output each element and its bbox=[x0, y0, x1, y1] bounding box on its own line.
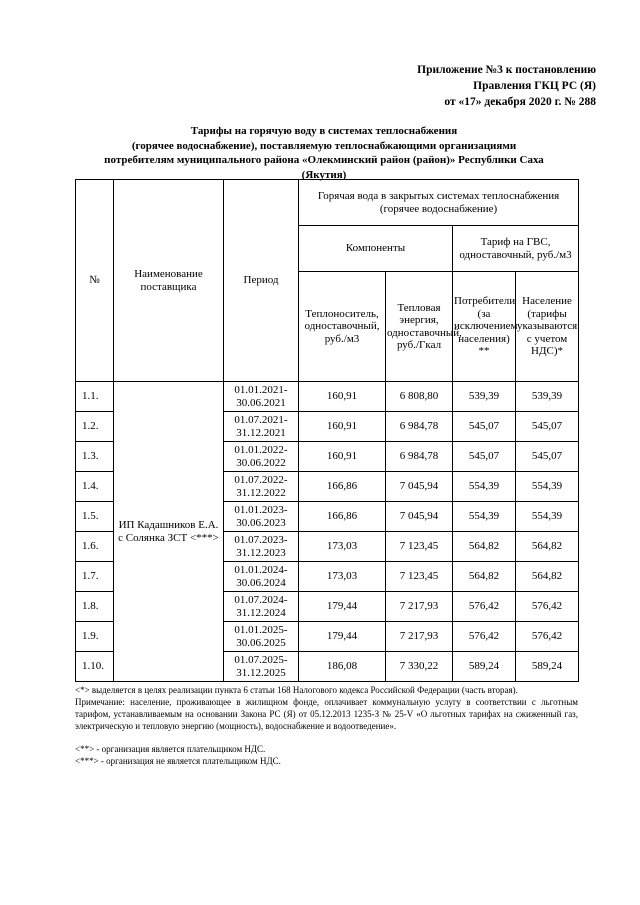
row-coolant: 186,08 bbox=[299, 652, 386, 682]
title-line-3: потребителям муниципального района «Олекминский район (район)» Республики Саха bbox=[104, 154, 544, 166]
row-consumers: 539,39 bbox=[453, 382, 516, 412]
header-number: № bbox=[76, 180, 114, 382]
row-heat: 7 045,94 bbox=[386, 472, 453, 502]
row-period: 01.01.2021-30.06.2021 bbox=[224, 382, 299, 412]
row-heat: 6 984,78 bbox=[386, 412, 453, 442]
row-number: 1.7. bbox=[76, 562, 114, 592]
row-coolant: 160,91 bbox=[299, 412, 386, 442]
row-number: 1.3. bbox=[76, 442, 114, 472]
row-heat: 7 217,93 bbox=[386, 622, 453, 652]
row-period: 01.07.2025-31.12.2025 bbox=[224, 652, 299, 682]
row-consumers: 564,82 bbox=[453, 532, 516, 562]
header-coolant: Теплоноситель, одноставочный, руб./м3 bbox=[299, 272, 386, 382]
row-number: 1.8. bbox=[76, 592, 114, 622]
header-heat-energy: Тепловая энергия, одноставочный, руб./Гкал bbox=[386, 272, 453, 382]
header-population: Население (тарифы указываются с учетом НДС)* bbox=[516, 272, 579, 382]
row-population: 576,42 bbox=[516, 592, 579, 622]
row-coolant: 173,03 bbox=[299, 562, 386, 592]
footnote-vat-allocation: <*> выделяется в целях реализации пункта 6 статьи 168 Налогового кодекса Российской Федерации (часть вторая). bbox=[75, 685, 518, 695]
row-coolant: 179,44 bbox=[299, 622, 386, 652]
row-consumers: 576,42 bbox=[453, 592, 516, 622]
header-tariff-gvs: Тариф на ГВС, одноставочный, руб./м3 bbox=[453, 226, 579, 272]
approval-line-3: от «17» декабря 2020 г. № 288 bbox=[444, 96, 596, 108]
row-period: 01.01.2025-30.06.2025 bbox=[224, 622, 299, 652]
header-hot-water-group: Горячая вода в закрытых системах теплоснабжения (горячее водоснабжение) bbox=[299, 180, 579, 226]
header-supplier: Наименование поставщика bbox=[114, 180, 224, 382]
title-line-4: (Якутия) bbox=[301, 168, 347, 181]
row-period: 01.01.2023-30.06.2023 bbox=[224, 502, 299, 532]
title-line-1: Тарифы на горячую воду в системах теплоснабжения bbox=[190, 125, 458, 137]
footnote-non-vat-payer: <***> - организация не является плательщиком НДС. bbox=[75, 756, 281, 766]
tariff-table bbox=[75, 179, 579, 682]
row-population: 564,82 bbox=[516, 532, 579, 562]
row-consumers: 589,24 bbox=[453, 652, 516, 682]
row-heat: 7 330,22 bbox=[386, 652, 453, 682]
row-consumers: 576,42 bbox=[453, 622, 516, 652]
row-consumers: 554,39 bbox=[453, 502, 516, 532]
row-number: 1.6. bbox=[76, 532, 114, 562]
footnotes bbox=[75, 684, 578, 767]
row-population: 545,07 bbox=[516, 412, 579, 442]
row-heat: 6 808,80 bbox=[386, 382, 453, 412]
row-population: 539,39 bbox=[516, 382, 579, 412]
row-population: 545,07 bbox=[516, 442, 579, 472]
row-consumers: 545,07 bbox=[453, 412, 516, 442]
row-population: 576,42 bbox=[516, 622, 579, 652]
row-number: 1.5. bbox=[76, 502, 114, 532]
row-heat: 7 217,93 bbox=[386, 592, 453, 622]
document-title bbox=[70, 124, 578, 182]
row-consumers: 545,07 bbox=[453, 442, 516, 472]
row-heat: 7 045,94 bbox=[386, 502, 453, 532]
row-period: 01.01.2024-30.06.2024 bbox=[224, 562, 299, 592]
footnote-vat-payer: <**> - организация является плательщиком НДС. bbox=[75, 744, 266, 754]
row-period: 01.07.2021-31.12.2021 bbox=[224, 412, 299, 442]
header-consumers: Потребители (за исключением населения) ** bbox=[453, 272, 516, 382]
row-heat: 7 123,45 bbox=[386, 532, 453, 562]
row-coolant: 166,86 bbox=[299, 472, 386, 502]
row-number: 1.4. bbox=[76, 472, 114, 502]
row-coolant: 179,44 bbox=[299, 592, 386, 622]
table-row bbox=[76, 382, 579, 412]
row-number: 1.10. bbox=[76, 652, 114, 682]
supplier-name: ИП Кадашников Е.А. с Солянка ЗСТ <***> bbox=[114, 382, 224, 682]
row-heat: 6 984,78 bbox=[386, 442, 453, 472]
row-coolant: 160,91 bbox=[299, 442, 386, 472]
header-components: Компоненты bbox=[299, 226, 453, 272]
row-population: 554,39 bbox=[516, 502, 579, 532]
row-coolant: 160,91 bbox=[299, 382, 386, 412]
row-consumers: 554,39 bbox=[453, 472, 516, 502]
row-number: 1.2. bbox=[76, 412, 114, 442]
row-coolant: 166,86 bbox=[299, 502, 386, 532]
row-number: 1.9. bbox=[76, 622, 114, 652]
approval-block bbox=[417, 62, 596, 110]
row-population: 589,24 bbox=[516, 652, 579, 682]
row-coolant: 173,03 bbox=[299, 532, 386, 562]
row-period: 01.07.2024-31.12.2024 bbox=[224, 592, 299, 622]
row-heat: 7 123,45 bbox=[386, 562, 453, 592]
footnote-population-note: Примечание: население, проживающее в жилищном фонде, оплачивает коммунальную услугу в соответствии с льготным тарифом, устанавливаемым на основании Закона РС (Я) от 05.12.2013 1235-З № 25-V «О льготных тарифах на сжиженный газ, электрическую и тепловую энергию (мощность), водоснабжение и водоотведение». bbox=[75, 697, 578, 731]
row-period: 01.07.2022-31.12.2022 bbox=[224, 472, 299, 502]
approval-line-1: Приложение №3 к постановлению bbox=[417, 64, 596, 76]
row-number: 1.1. bbox=[76, 382, 114, 412]
approval-line-2: Правления ГКЦ РС (Я) bbox=[473, 80, 596, 92]
title-line-2: (горячее водоснабжение), поставляемую теплоснабжающими организациями bbox=[131, 139, 517, 152]
row-population: 564,82 bbox=[516, 562, 579, 592]
row-population: 554,39 bbox=[516, 472, 579, 502]
header-period: Период bbox=[224, 180, 299, 382]
row-period: 01.07.2023-31.12.2023 bbox=[224, 532, 299, 562]
row-period: 01.01.2022-30.06.2022 bbox=[224, 442, 299, 472]
row-consumers: 564,82 bbox=[453, 562, 516, 592]
